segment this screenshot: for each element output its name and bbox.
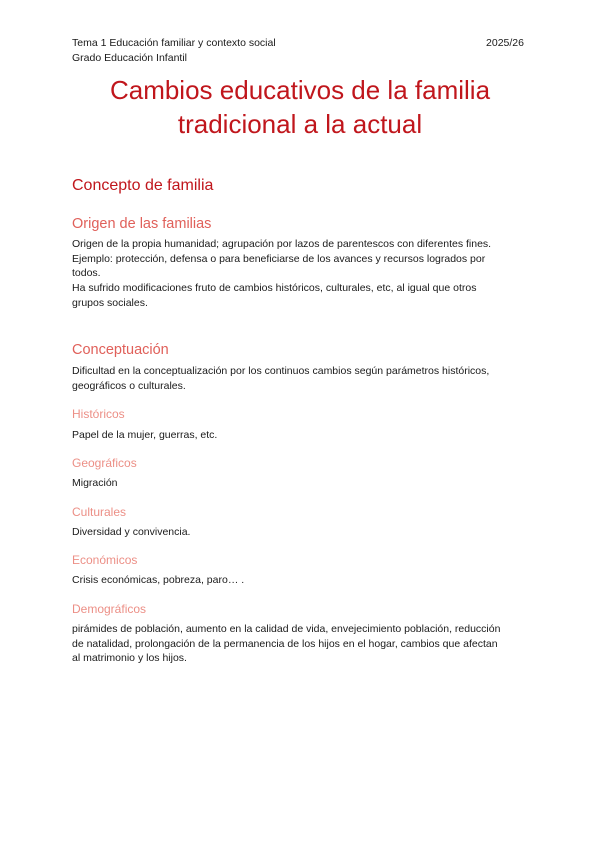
heading-conceptuacion: Conceptuación (72, 342, 169, 358)
heading-geograficos: Geográficos (72, 456, 137, 470)
paragraph-line: al matrimonio y los hijos. (72, 652, 187, 665)
paragraph-line: de natalidad, prolongación de la permanencia de los hijos en el hogar, cambios que afectan (72, 637, 498, 650)
paragraph-economicos (72, 573, 528, 588)
paragraph-line: Ha sufrido modificaciones fruto de cambios históricos, culturales, etc, al igual que otros (72, 282, 477, 295)
heading-origen: Origen de las familias (72, 216, 212, 232)
running-header (72, 36, 276, 65)
paragraph-line: Papel de la mujer, guerras, etc. (72, 429, 218, 441)
paragraph-line: Ejemplo: protección, defensa o para beneficiarse de los avances y recursos logrados por (72, 252, 486, 265)
header-year: 2025/26 (486, 37, 524, 49)
paragraph-line: Origen de la propia humanidad; agrupación por lazos de parentescos con diferentes fines. (72, 238, 492, 250)
heading-demograficos: Demográficos (72, 602, 147, 616)
paragraph-line: Crisis económicas, pobreza, paro… . (72, 574, 245, 586)
heading-culturales: Culturales (72, 505, 127, 519)
header-course-topic: Tema 1 Educación familiar y contexto social (72, 37, 276, 49)
paragraph-origen (72, 237, 528, 311)
paragraph-line: grupos sociales. (72, 296, 148, 309)
paragraph-line: pirámides de población, aumento en la calidad de vida, envejecimiento población, reducción (72, 623, 501, 635)
paragraph-line: Dificultad en la conceptualización por los continuos cambios según parámetros históricos, (72, 365, 490, 377)
heading-economicos: Económicos (72, 553, 138, 567)
paragraph-line: geográficos o culturales. (72, 379, 186, 392)
paragraph-geograficos (72, 476, 528, 491)
heading-concepto-de-familia: Concepto de familia (72, 177, 214, 194)
paragraph-line: todos. (72, 267, 101, 280)
page-title-line-1: Cambios educativos de la familia (109, 75, 491, 105)
heading-historicos: Históricos (72, 407, 125, 421)
header-degree: Grado Educación Infantil (72, 51, 187, 64)
paragraph-line: Migración (72, 477, 118, 489)
page-title (60, 73, 540, 141)
paragraph-conceptuacion (72, 364, 528, 393)
paragraph-line: Diversidad y convivencia. (72, 526, 191, 538)
page-title-line-2: tradicional a la actual (177, 109, 423, 139)
paragraph-historicos (72, 428, 528, 443)
paragraph-demograficos (72, 622, 528, 666)
paragraph-culturales (72, 525, 528, 540)
